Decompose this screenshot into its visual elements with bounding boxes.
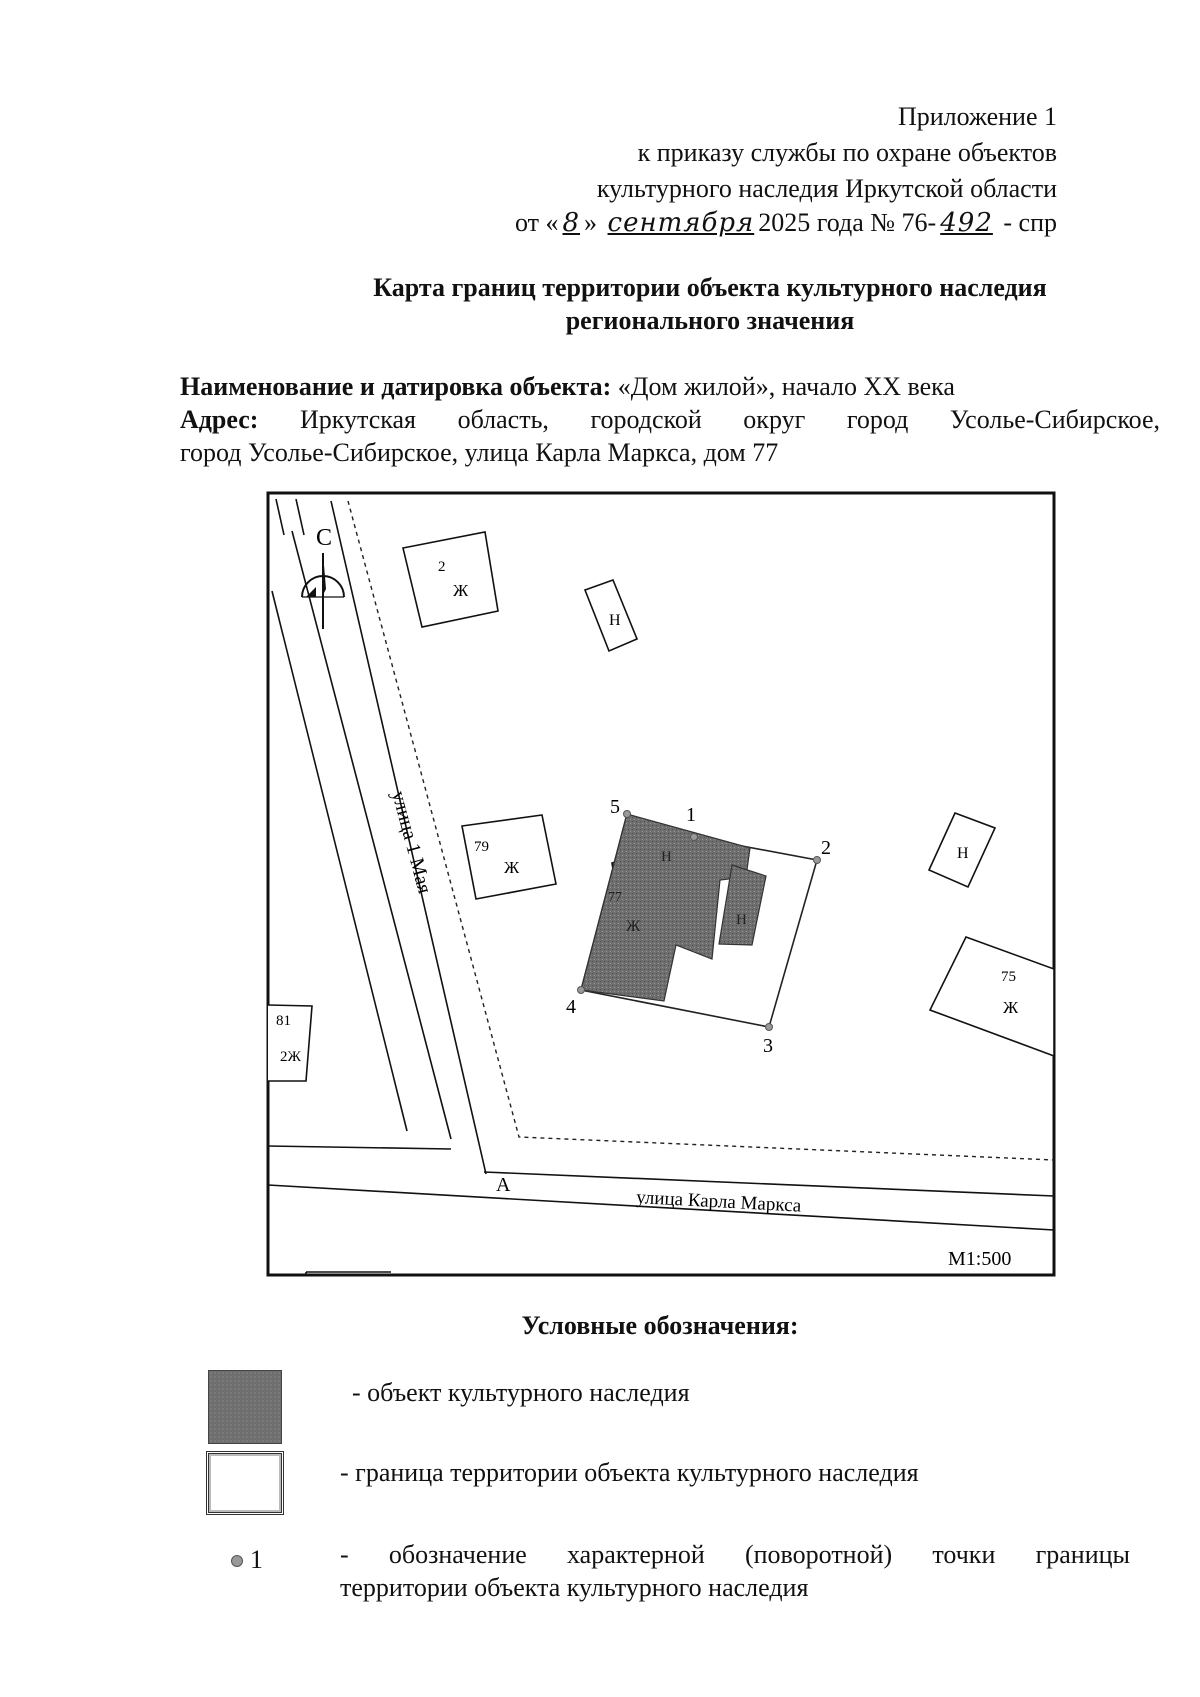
legend-item-object: - объект культурного наследия bbox=[352, 1378, 690, 1407]
building-2-number: 2 bbox=[438, 559, 446, 575]
address-line2: город Усолье-Сибирское, улица Карла Маркса, дом 77 bbox=[180, 438, 779, 467]
document-title-line2: регионального значения bbox=[565, 306, 855, 335]
address-line1 bbox=[180, 403, 1160, 436]
building-81-number: 81 bbox=[276, 1013, 291, 1029]
outbuilding-right-label: Н bbox=[957, 845, 969, 862]
building-2-type: Ж bbox=[453, 581, 469, 600]
date-year-text: 2025 года № 76- bbox=[758, 208, 937, 237]
appendix-label: Приложение 1 bbox=[897, 102, 1057, 131]
point-label-4: 4 bbox=[566, 996, 576, 1018]
legend-title: Условные обозначения: bbox=[521, 1311, 799, 1340]
turning-point-1 bbox=[691, 834, 698, 841]
turning-point-2 bbox=[814, 857, 821, 864]
point-a-label: А bbox=[496, 1174, 511, 1196]
legend-boundary-swatch bbox=[206, 1451, 284, 1515]
legend-item-boundary: - граница территории объекта культурного наследия bbox=[340, 1458, 919, 1487]
building-75-type: Ж bbox=[1003, 998, 1019, 1017]
map-scale: М1:500 bbox=[948, 1248, 1012, 1270]
legend-item-point-line2: территории объекта культурного наследия bbox=[340, 1573, 809, 1602]
turning-point-3 bbox=[766, 1024, 773, 1031]
building-79-outline bbox=[462, 815, 556, 899]
authority-name-line: культурного наследия Иркутской области bbox=[596, 174, 1057, 203]
legend-item-point-line1: - обозначение характерной (поворотной) точки границы bbox=[340, 1540, 1130, 1569]
point-label-3: 3 bbox=[763, 1035, 773, 1057]
boundary-map bbox=[266, 491, 1056, 1277]
order-date-line bbox=[515, 206, 1057, 240]
building-79-number: 79 bbox=[474, 839, 489, 855]
legend-point-number: 1 bbox=[250, 1545, 263, 1574]
building-77-n1: Н bbox=[661, 849, 672, 865]
address-value-line1: Иркутская область, городской округ город Усолье-Сибирское, bbox=[300, 405, 1160, 434]
point-label-1: 1 bbox=[686, 804, 696, 826]
handwritten-order-number: 492 bbox=[940, 208, 993, 238]
building-77-number: 77 bbox=[608, 890, 622, 905]
building-75-number: 75 bbox=[1001, 969, 1016, 985]
legend-object-swatch bbox=[208, 1370, 282, 1444]
address-label: Адрес: bbox=[180, 405, 259, 434]
point-label-5: 5 bbox=[610, 796, 620, 818]
legend-point-marker-icon bbox=[231, 1555, 243, 1567]
north-label: С bbox=[316, 525, 333, 551]
street-1-maya-label: улица 1 Мая bbox=[387, 788, 436, 896]
date-mid: » bbox=[584, 208, 598, 237]
street-karla-marksa-label: улица Карла Маркса bbox=[635, 1187, 802, 1217]
order-suffix: - спр bbox=[1003, 208, 1057, 237]
object-name-label: Наименование и датировка объекта: bbox=[180, 372, 612, 401]
date-prefix: от « bbox=[514, 208, 559, 237]
turning-point-5 bbox=[624, 811, 631, 818]
building-81-type: 2Ж bbox=[280, 1049, 301, 1065]
document-title-line1: Карта границ территории объекта культурного наследия bbox=[373, 273, 1047, 302]
building-77-type: Ж bbox=[626, 918, 641, 935]
building-79-type: Ж bbox=[504, 858, 520, 877]
object-name-line bbox=[180, 370, 1160, 403]
turning-point-4 bbox=[578, 987, 585, 994]
order-reference-line: к приказу службы по охране объектов bbox=[637, 138, 1057, 167]
point-label-2: 2 bbox=[821, 837, 831, 859]
outbuilding-top-label: Н bbox=[609, 612, 621, 629]
building-77-n2: Н bbox=[736, 912, 747, 928]
object-name-value: «Дом жилой», начало XX века bbox=[617, 372, 955, 401]
handwritten-day: 8 bbox=[562, 208, 581, 238]
handwritten-month: сентября bbox=[607, 208, 755, 238]
